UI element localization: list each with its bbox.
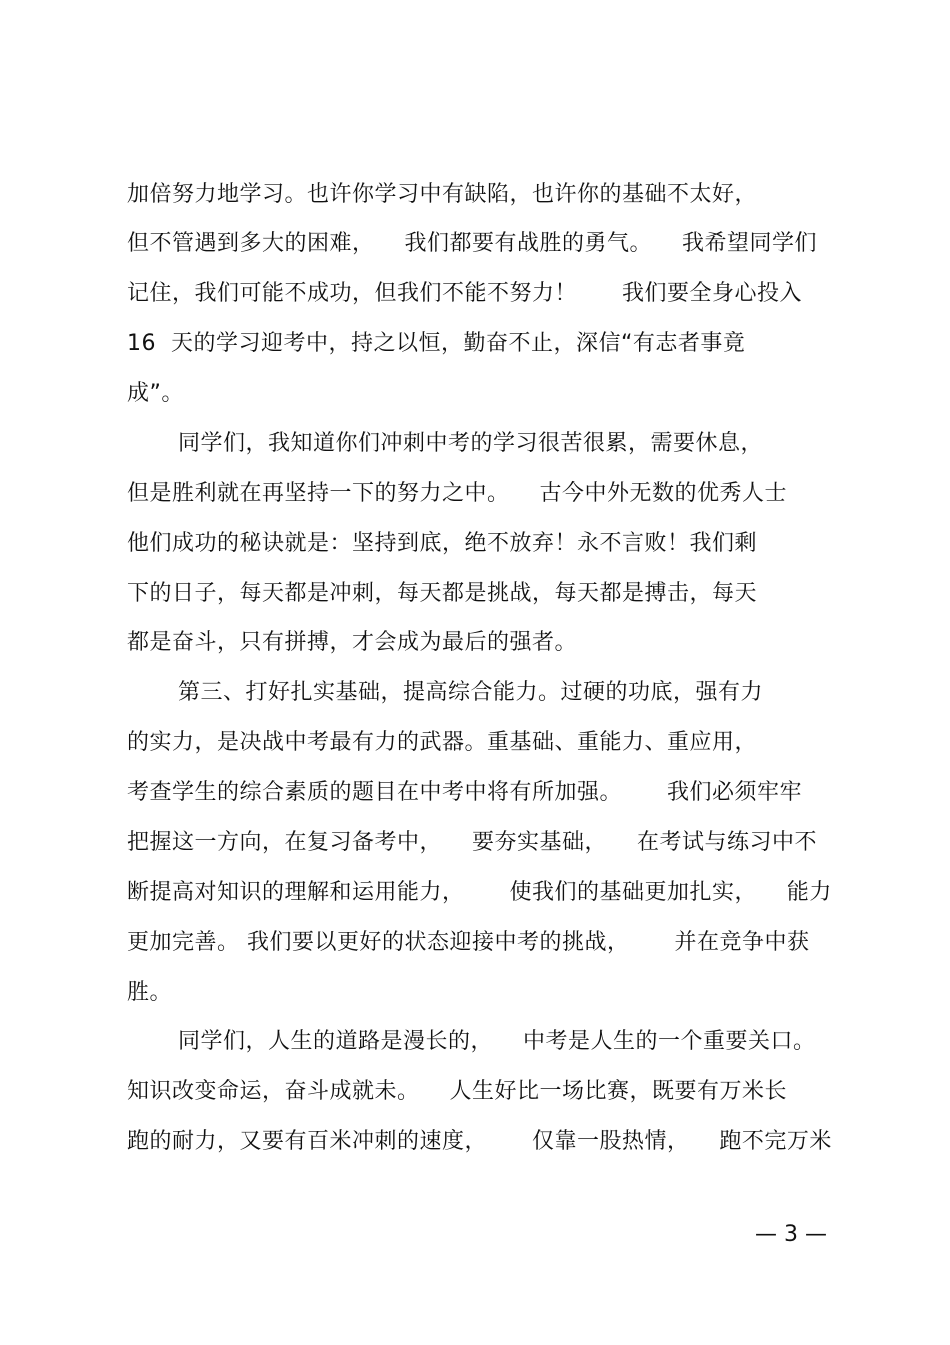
text-line: 成”。 [127, 381, 184, 406]
text-line: 把握这一方向，在复习备考中， 要夯实基础， 在考试与练习中不 [127, 830, 817, 855]
paragraph-start-line: 同学们，我知道你们冲刺中考的学习很苦很累，需要休息， [178, 431, 764, 456]
text-line: 他们成功的秘诀就是：坚持到底，绝不放弃！永不言败！我们剩 [127, 531, 758, 556]
text-line: 但是胜利就在再坚持一下的努力之中。 古今中外无数的优秀人士 [127, 481, 787, 506]
text-line: 跑的耐力，又要有百米冲刺的速度， 仅靠一股热情， 跑不完万米 [127, 1129, 832, 1154]
text-line: 断提高对知识的理解和运用能力， 使我们的基础更加扎实， 能力 [127, 880, 832, 905]
paragraph-start-line: 同学们，人生的道路是漫长的， 中考是人生的一个重要关口。 [178, 1029, 816, 1054]
text-line: 知识改变命运，奋斗成就未。 人生好比一场比赛，既要有万米长 [127, 1079, 787, 1104]
page-number: — 3 — [755, 1222, 827, 1247]
text-line: 胜。 [127, 980, 173, 1005]
text-line: 记住，我们可能不成功，但我们不能不努力！ 我们要全身心投入 [127, 281, 802, 306]
text-line: 更加完善。 我们要以更好的状态迎接中考的挑战， 并在竞争中获 [127, 930, 810, 955]
text-line: 加倍努力地学习。也许你学习中有缺陷，也许你的基础不太好， [127, 182, 758, 207]
paragraph-start-line: 第三、打好扎实基础，提高综合能力。过硬的功底，强有力 [178, 680, 764, 705]
text-line: 考查学生的综合素质的题目在中考中将有所加强。 我们必须牢牢 [127, 780, 802, 805]
text-line: 下的日子，每天都是冲刺，每天都是挑战，每天都是搏击，每天 [127, 581, 758, 606]
text-line: 都是奋斗，只有拼搏，才会成为最后的强者。 [127, 630, 578, 655]
text-line: 的实力，是决战中考最有力的武器。重基础、重能力、重应用， [127, 730, 758, 755]
text-line: 但不管遇到多大的困难， 我们都要有战胜的勇气。 我希望同学们 [127, 231, 817, 256]
text-line: 16 天的学习迎考中，持之以恒，勤奋不止，深信“有志者事竟 [127, 331, 746, 356]
